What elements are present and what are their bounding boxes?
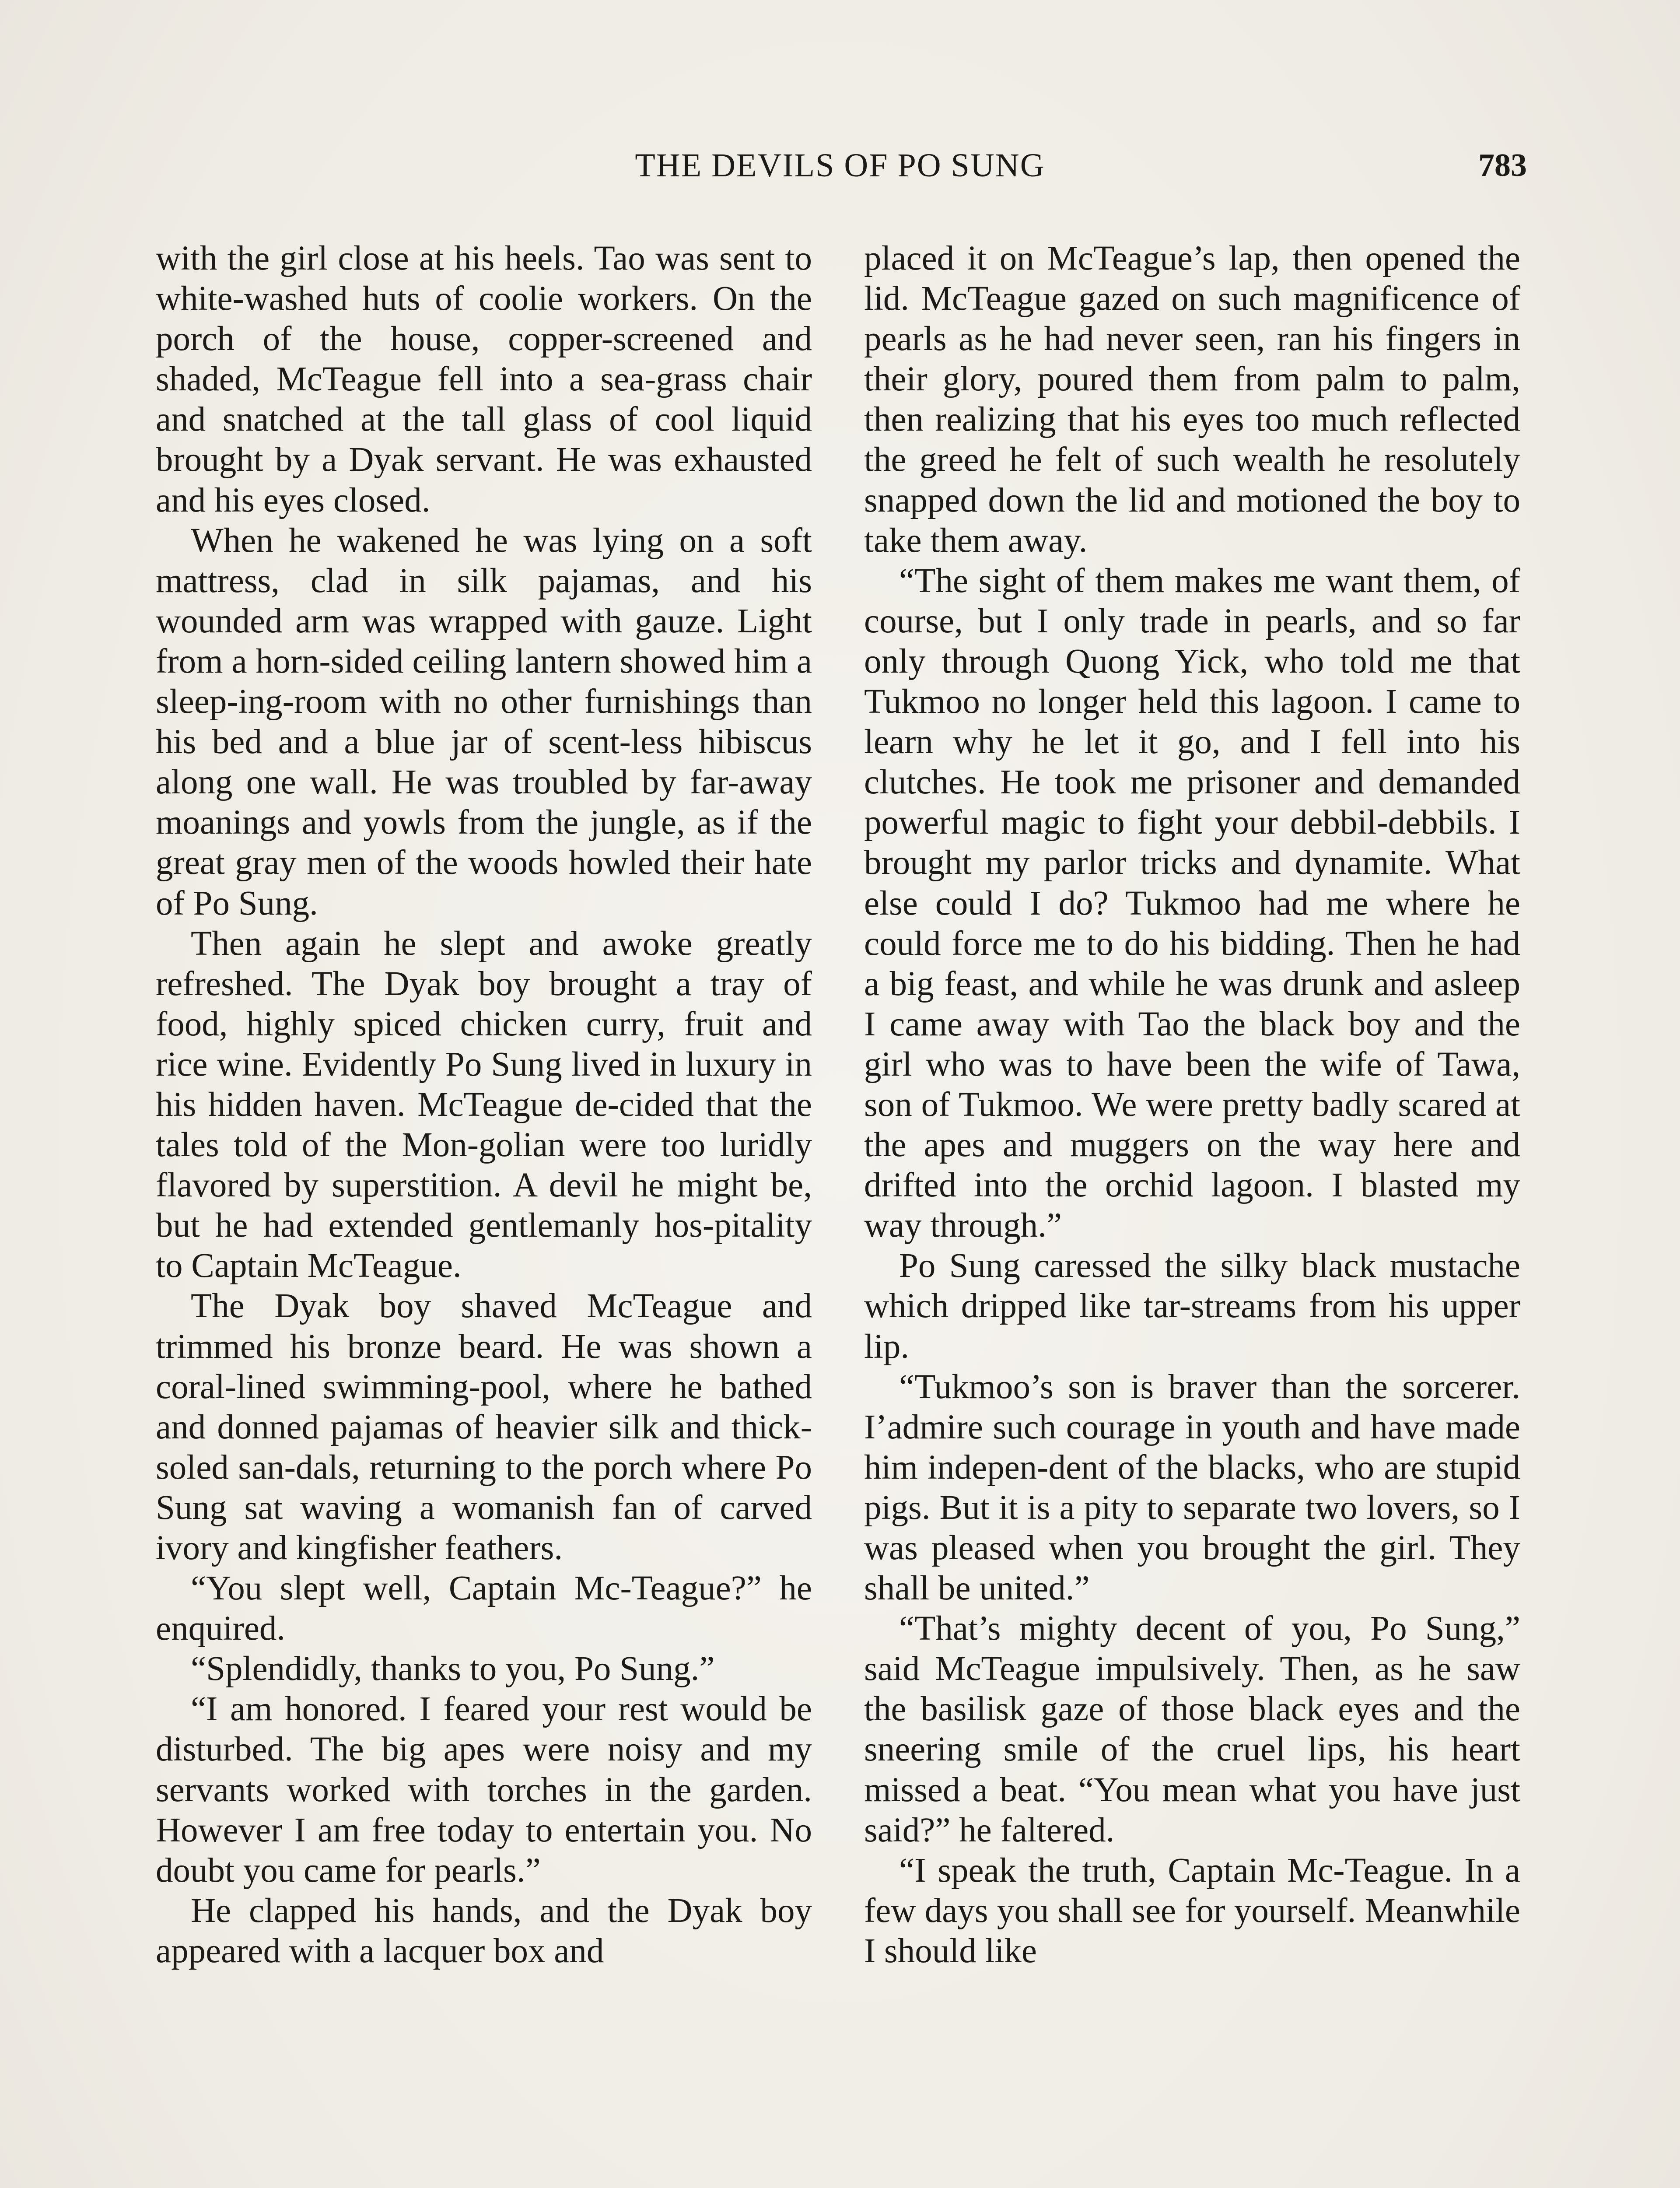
- paragraph: “You slept well, Captain Mc-Teague?” he enquired.: [156, 1569, 812, 1648]
- paragraph: “That’s mighty decent of you, Po Sung,” said McTeague impulsively. Then, as he saw the basilisk gaze of those black eyes and the sneering smile of the cruel lips, his heart missed a beat. “You mean what you have just said?” he faltered.: [864, 1609, 1520, 1849]
- right-column: [864, 238, 1520, 1971]
- page-number: 783: [1478, 147, 1527, 183]
- paragraph: “Splendidly, thanks to you, Po Sung.”: [191, 1650, 715, 1688]
- paragraph: When he wakened he was lying on a soft mattress, clad in silk pajamas, and his wounded arm was wrapped with gauze. Light from a horn-sided ceiling lantern showed him a sleep-ing-room with no other furnishings than his bed and a blue jar of scent-less hibiscus along one wall. He was troubled by far-away moanings and yowls from the jungle, as if the great gray men of the woods howled their hate of Po Sung.: [156, 521, 812, 922]
- paragraph: The Dyak boy shaved McTeague and trimmed his bronze beard. He was shown a coral-lined swimming-pool, where he bathed and donned pajamas of heavier silk and thick-soled san-dals, returning to the porch where Po Sung sat waving a womanish fan of carved ivory and kingfisher feathers.: [156, 1287, 812, 1567]
- paragraph: Then again he slept and awoke greatly refreshed. The Dyak boy brought a tray of food, highly spiced chicken curry, fruit and rice wine. Evidently Po Sung lived in luxury in his hidden haven. McTeague de-cided that the tales told of the Mon-golian were too luridly flavored by superstition. A devil he might be, but he had extended gentlemanly hos-pitality to Captain McTeague.: [156, 924, 812, 1285]
- paragraph: He clapped his hands, and the Dyak boy appeared with a lacquer box and: [156, 1891, 812, 1970]
- paragraph: “Tukmoo’s son is braver than the sorcerer. I’admire such courage in youth and have made him indepen-dent of the blacks, who are stupid pigs. But it is a pity to separate two lovers, so I was pleased when you brought the girl. They shall be united.”: [864, 1368, 1520, 1608]
- running-title: THE DEVILS OF PO SUNG: [635, 147, 1045, 184]
- page-header: [153, 139, 1527, 192]
- paragraph: “The sight of them makes me want them, of course, but I only trade in pearls, and so far only through Quong Yick, who told me that Tukmoo no longer held this lagoon. I came to learn why he let it go, and I fell into his clutches. He took me prisoner and demanded powerful magic to fight your debbil-debbils. I brought my parlor tricks and dynamite. What else could I do? Tukmoo had me where he could force me to do his bidding. Then he had a big feast, and while he was drunk and asleep I came away with Tao the black boy and the girl who was to have been the wife of Tawa, son of Tukmoo. We were pretty badly scared at the apes and muggers on the way here and drifted into the orchid lagoon. I blasted my way through.”: [864, 561, 1520, 1245]
- left-column: [156, 238, 812, 1971]
- paragraph: with the girl close at his heels. Tao was sent to white-washed huts of coolie workers. On the porch of the house, copper-screened and shaded, McTeague fell into a sea-grass chair and snatched at the tall glass of cool liquid brought by a Dyak servant. He was exhausted and his eyes closed.: [156, 239, 812, 519]
- paragraph: “I speak the truth, Captain Mc-Teague. In a few days you shall see for yourself. Meanwhile I should like: [864, 1851, 1520, 1970]
- paragraph: “I am honored. I feared your rest would be disturbed. The big apes were noisy and my servants worked with torches in the garden. However I am free today to entertain you. No doubt you came for pearls.”: [156, 1690, 812, 1890]
- paragraph: placed it on McTeague’s lap, then opened the lid. McTeague gazed on such magnificence of pearls as he had never seen, ran his fingers in their glory, poured them from palm to palm, then realizing that his eyes too much reflected the greed he felt of such wealth he resolutely snapped down the lid and motioned the boy to take them away.: [864, 239, 1520, 560]
- paragraph: Po Sung caressed the silky black mustache which dripped like tar-streams from his upper lip.: [864, 1247, 1520, 1366]
